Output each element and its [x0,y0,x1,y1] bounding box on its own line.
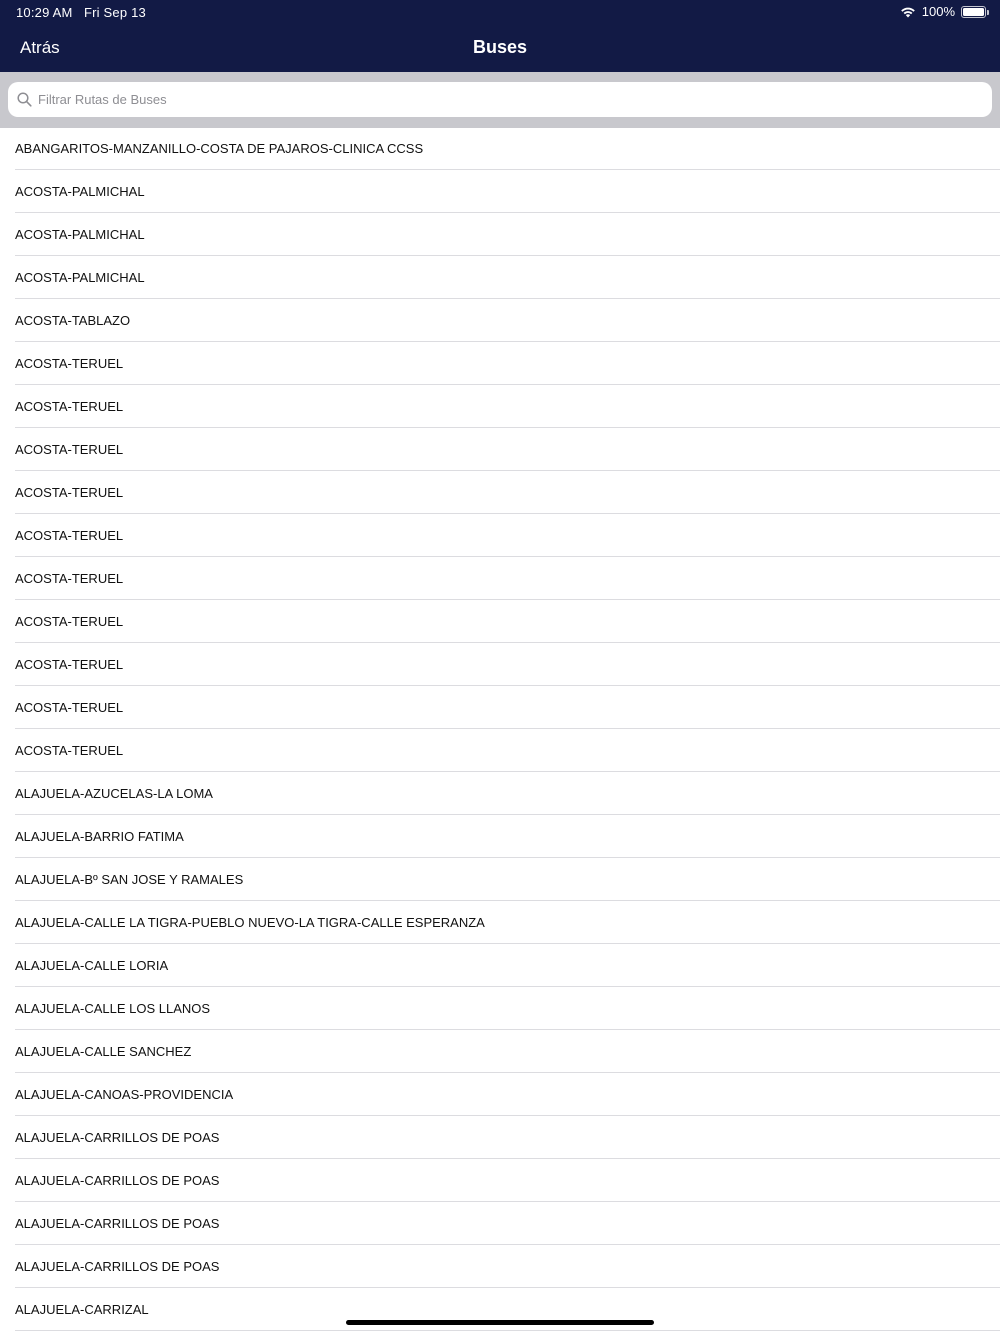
route-list-item[interactable] [15,1073,1000,1116]
route-name: ACOSTA-TERUEL [15,484,124,500]
route-name: ALAJUELA-BARRIO FATIMA [15,828,184,844]
route-list-item[interactable] [15,1202,1000,1245]
route-name: ALAJUELA-CARRILLOS DE POAS [15,1129,220,1145]
route-list [0,127,1000,1331]
route-name: ACOSTA-TERUEL [15,613,124,629]
route-list-item[interactable] [15,514,1000,557]
route-name: ACOSTA-PALMICHAL [15,183,145,199]
route-list-item[interactable] [15,385,1000,428]
status-indicators [900,4,986,19]
route-list-item[interactable] [15,1245,1000,1288]
status-date: Fri Sep 13 [83,5,146,20]
route-name: ABANGARITOS-MANZANILLO-COSTA DE PAJAROS-CLINICA CCSS [15,140,424,156]
route-list-item[interactable] [15,987,1000,1030]
route-list-item[interactable] [15,256,1000,299]
search-bar [0,72,1000,128]
route-list-item[interactable] [15,643,1000,686]
route-list-item[interactable] [15,1159,1000,1202]
route-list-item[interactable] [15,686,1000,729]
route-list-item[interactable] [15,1030,1000,1073]
header [0,0,1000,72]
route-list-item[interactable] [15,901,1000,944]
route-name: ALAJUELA-CARRILLOS DE POAS [15,1172,220,1188]
route-list-item[interactable] [15,944,1000,987]
route-list-item[interactable] [15,1116,1000,1159]
route-name: ALAJUELA-CANOAS-PROVIDENCIA [15,1086,234,1102]
route-name: ACOSTA-TERUEL [15,441,124,457]
route-list-item[interactable] [15,299,1000,342]
page-title: Buses [472,37,528,57]
route-list-item[interactable] [15,729,1000,772]
route-list-item[interactable] [15,127,1000,170]
route-name: ALAJUELA-CALLE LORIA [15,957,169,973]
route-name: ACOSTA-TERUEL [15,570,124,586]
route-list-item[interactable] [15,342,1000,385]
route-name: ALAJUELA-CALLE LOS LLANOS [15,1000,211,1016]
status-time: 10:29 AM [16,5,73,20]
route-list-item[interactable] [15,428,1000,471]
route-name: ACOSTA-TERUEL [15,398,124,414]
route-name: ALAJUELA-CARRIZAL [15,1301,149,1317]
route-name: ACOSTA-TERUEL [15,656,124,672]
status-time-date [16,5,146,20]
route-name: ALAJUELA-Bº SAN JOSE Y RAMALES [15,871,244,887]
search-field[interactable] [8,82,992,117]
route-list-item[interactable] [15,471,1000,514]
route-list-item[interactable] [15,815,1000,858]
route-name: ALAJUELA-CALLE LA TIGRA-PUEBLO NUEVO-LA TIGRA-CALLE ESPERANZA [15,914,485,930]
home-indicator [346,1320,654,1325]
search-input[interactable] [38,92,992,107]
navigation-bar [0,24,1000,72]
route-name: ACOSTA-TERUEL [15,742,124,758]
route-name: ACOSTA-TERUEL [15,699,124,715]
route-name: ALAJUELA-CARRILLOS DE POAS [15,1215,220,1231]
route-list-item[interactable] [15,858,1000,901]
battery-icon [961,6,986,18]
route-name: ACOSTA-PALMICHAL [15,269,145,285]
route-list-item[interactable] [15,772,1000,815]
route-name: ALAJUELA-CALLE SANCHEZ [15,1043,192,1059]
search-icon [17,92,32,107]
route-name: ACOSTA-TERUEL [15,527,124,543]
route-list-item[interactable] [15,600,1000,643]
route-list-item[interactable] [15,557,1000,600]
route-name: ACOSTA-TERUEL [15,355,124,371]
route-name: ALAJUELA-CARRILLOS DE POAS [15,1258,220,1274]
route-list-item[interactable] [15,213,1000,256]
status-bar [0,0,1000,24]
battery-percentage: 100% [921,4,955,19]
wifi-icon [900,6,916,18]
back-button[interactable]: Atrás [20,38,60,57]
route-list-item[interactable] [15,170,1000,213]
route-name: ACOSTA-TABLAZO [15,312,131,328]
route-name: ALAJUELA-AZUCELAS-LA LOMA [15,785,213,801]
route-name: ACOSTA-PALMICHAL [15,226,145,242]
